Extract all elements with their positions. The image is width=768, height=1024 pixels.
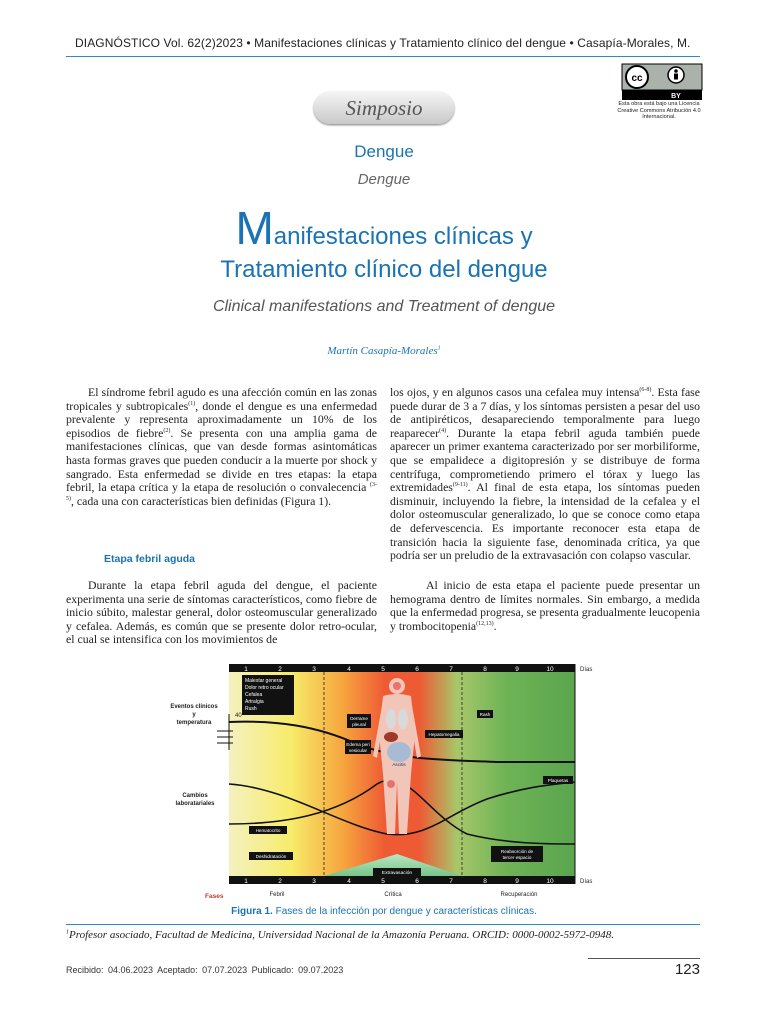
- days-label-top: Días: [580, 667, 593, 673]
- page-number: 123: [674, 961, 700, 978]
- events-label: [170, 704, 218, 726]
- creative-commons-badge[interactable]: [622, 64, 702, 100]
- title-english: Clinical manifestations and Treatment of dengue: [212, 298, 556, 315]
- topic-spanish: Dengue: [354, 142, 414, 161]
- page-number-rule: [588, 958, 700, 959]
- ascites-label: Ascitis: [392, 762, 406, 767]
- paragraph: Durante la etapa febril aguda del dengue, el paciente experimenta una serie de síntomas característicos, como fiebre de inicio súbito, malestar general, dolor osteomuscular generalizado y cefalea. Además, es común que se presente dolor retro-ocular, el cual se intensifica con los movimientos de: [66, 578, 377, 647]
- footnote: $^1$Profesor asociado, Facultad de Medicina, Universidad Nacional de la Amazonía Peruana. ORCID: 0000-0002-5972-0948.: [66, 929, 615, 941]
- svg-text:tercer espacio: tercer espacio: [502, 855, 532, 860]
- rash-label: Rash: [479, 712, 491, 717]
- running-head: DIAGNÓSTICO Vol. 62(2)2023 • Manifestaciones clínicas y Tratamiento clínico del dengue • Casapía-Morales, M.: [75, 36, 691, 50]
- svg-text:pleural: pleural: [352, 722, 366, 727]
- svg-text:Eventos clínicos: Eventos clínicos: [170, 704, 218, 710]
- pleural-label: Derrame: [350, 716, 368, 721]
- svg-text:7: 7: [449, 878, 453, 885]
- figure-caption-label: Figura 1.: [231, 906, 273, 917]
- section-label: Simposio: [314, 92, 454, 124]
- hematocrit-label: Hematocrito: [255, 828, 281, 833]
- title-line-2: Tratamiento clínico del dengue: [220, 256, 548, 283]
- section-heading: Etapa febril aguda: [104, 553, 196, 565]
- dehydration-label: Deshidratación: [255, 854, 287, 859]
- title-initial: M: [235, 202, 274, 254]
- lab-label: [175, 793, 215, 807]
- dengue-phases-figure: [167, 664, 597, 900]
- svg-text:9: 9: [515, 878, 519, 885]
- svg-text:4: 4: [347, 878, 351, 885]
- svg-text:Malestar general: Malestar general: [245, 678, 283, 684]
- svg-text:4: 4: [347, 666, 351, 673]
- gallbladder-edema-label: Edema peri: [346, 742, 370, 747]
- svg-text:Dolor retro ocular: Dolor retro ocular: [245, 685, 284, 691]
- svg-text:8: 8: [483, 666, 487, 673]
- left-column-bottom: [66, 579, 377, 647]
- figure-caption-text: Fases de la infección por dengue y características clínicas.: [272, 906, 537, 917]
- svg-text:1: 1: [244, 878, 248, 885]
- phase-recovery: Recuperación: [500, 892, 538, 898]
- svg-text:5: 5: [381, 666, 385, 673]
- publication-dates: Recibido: 04.06.2023 Aceptado: 07.07.2023 Publicado: 09.07.2023: [66, 965, 344, 975]
- title-line-1-rest: anifestaciones clínicas y: [273, 223, 533, 250]
- reabsorption-label: Reabsorción de: [500, 849, 534, 854]
- svg-text:Cambios: Cambios: [182, 793, 208, 799]
- hepatomegaly-label: Hepatomegalia: [428, 732, 460, 737]
- header-rule: [66, 56, 700, 57]
- svg-text:2: 2: [278, 878, 282, 885]
- paragraph: Al inicio de esta etapa el paciente puede presentar un hemograma dentro de límites normales. Sin embargo, a medida que la enfermedad progresa, se presenta gradualmente leucopenia y trombocitopenia$^{(12,13)}$.: [390, 578, 700, 633]
- svg-text:6: 6: [415, 666, 419, 673]
- phase-febrile: Febril: [269, 892, 285, 898]
- svg-text:5: 5: [381, 878, 385, 885]
- svg-text:y: y: [192, 712, 196, 718]
- left-column-top: [66, 386, 377, 508]
- right-column-bottom: [390, 579, 700, 633]
- paragraph: los ojos, y en algunos casos una cefalea muy intensa$^{(6-8)}$. Esta fase puede durar de 3 a 7 días, y los síntomas persisten a pesar del uso de antipiréticos, desapareciendo temporalmente para luego reaparecer$^{(4)}$. Durante la etapa febril aguda también puede aparecer un primer exantema caracterizado por ser morbiliforme, que se empalidece a digitopresión y se distribuye de forma centrífuga, comprometiendo primero el tórax y luego las extremidades$^{(9-11)}$. Al final de esta etapa, los síntomas pueden disminuir, incluyendo la fiebre, la intensidad de la cefalea y el dolor osteomuscular generalizado, lo que se conoce como etapa de defervescencia. Es importante reconocer esta etapa de transición hacia la siguiente fase, denominada crítica, ya que podría ser un preludio de la extravasación con colapso vascular.: [390, 385, 701, 563]
- platelets-label: Plaquetas: [547, 778, 569, 783]
- svg-text:2: 2: [278, 666, 282, 673]
- svg-text:6: 6: [415, 878, 419, 885]
- paragraph: El síndrome febril agudo es una afección común en las zonas tropicales y subtropicales$^{(1)}$, donde el dengue es una enfermedad prevalente y representa aproximadamente un 10% de los episodios de fiebre$^{(2)}$. Se presenta con una amplia gama de manifestaciones clínicas, que van desde formas asintomáticas hasta formas graves que pueden conducir a la muerte por shock y sangrado. Esta enfermedad se divide en tres etapas: la etapa febril, la etapa crítica y la etapa de resolución o convalecencia $^{(3-5)}$, cada una con características bien definidas (Figura 1).: [66, 385, 377, 508]
- svg-text:9: 9: [515, 666, 519, 673]
- topic-english: Dengue: [357, 171, 411, 188]
- footnote-mark: 1: [66, 929, 69, 936]
- footnote-rule: [66, 924, 700, 925]
- svg-text:3: 3: [312, 878, 316, 885]
- days-label-bottom: Días: [580, 879, 593, 885]
- phases-label: Fases: [205, 893, 224, 900]
- svg-text:10: 10: [546, 666, 554, 673]
- svg-text:temperatura: temperatura: [176, 720, 212, 726]
- license-text: Esta obra está bajo una Licencia Creative Commons Atribución 4.0 Internacional.: [617, 101, 701, 121]
- author-name: Martín Casapía-Morales$^1$: [327, 345, 441, 357]
- svg-text:laboratariales: laboratariales: [175, 801, 215, 807]
- svg-text:10: 10: [546, 878, 554, 885]
- svg-text:Artralgia: Artralgia: [245, 699, 264, 705]
- svg-text:Rush: Rush: [245, 706, 257, 712]
- figure-caption: [0, 906, 768, 917]
- affiliation-mark: 1: [437, 345, 441, 352]
- extravasation-label: Extravasación: [381, 871, 413, 876]
- cc-icon-label: cc: [631, 73, 643, 84]
- svg-text:7: 7: [449, 666, 453, 673]
- temp-40-label: 40: [235, 713, 242, 719]
- svg-text:3: 3: [312, 666, 316, 673]
- phase-critical: Crítica: [384, 892, 402, 898]
- svg-text:8: 8: [483, 878, 487, 885]
- title-line-1: [0, 203, 768, 262]
- svg-text:vesicular: vesicular: [348, 748, 368, 753]
- right-column-top: [390, 386, 700, 563]
- svg-text:1: 1: [244, 666, 248, 673]
- by-label: BY: [671, 93, 681, 100]
- svg-text:Cefalea: Cefalea: [245, 692, 263, 698]
